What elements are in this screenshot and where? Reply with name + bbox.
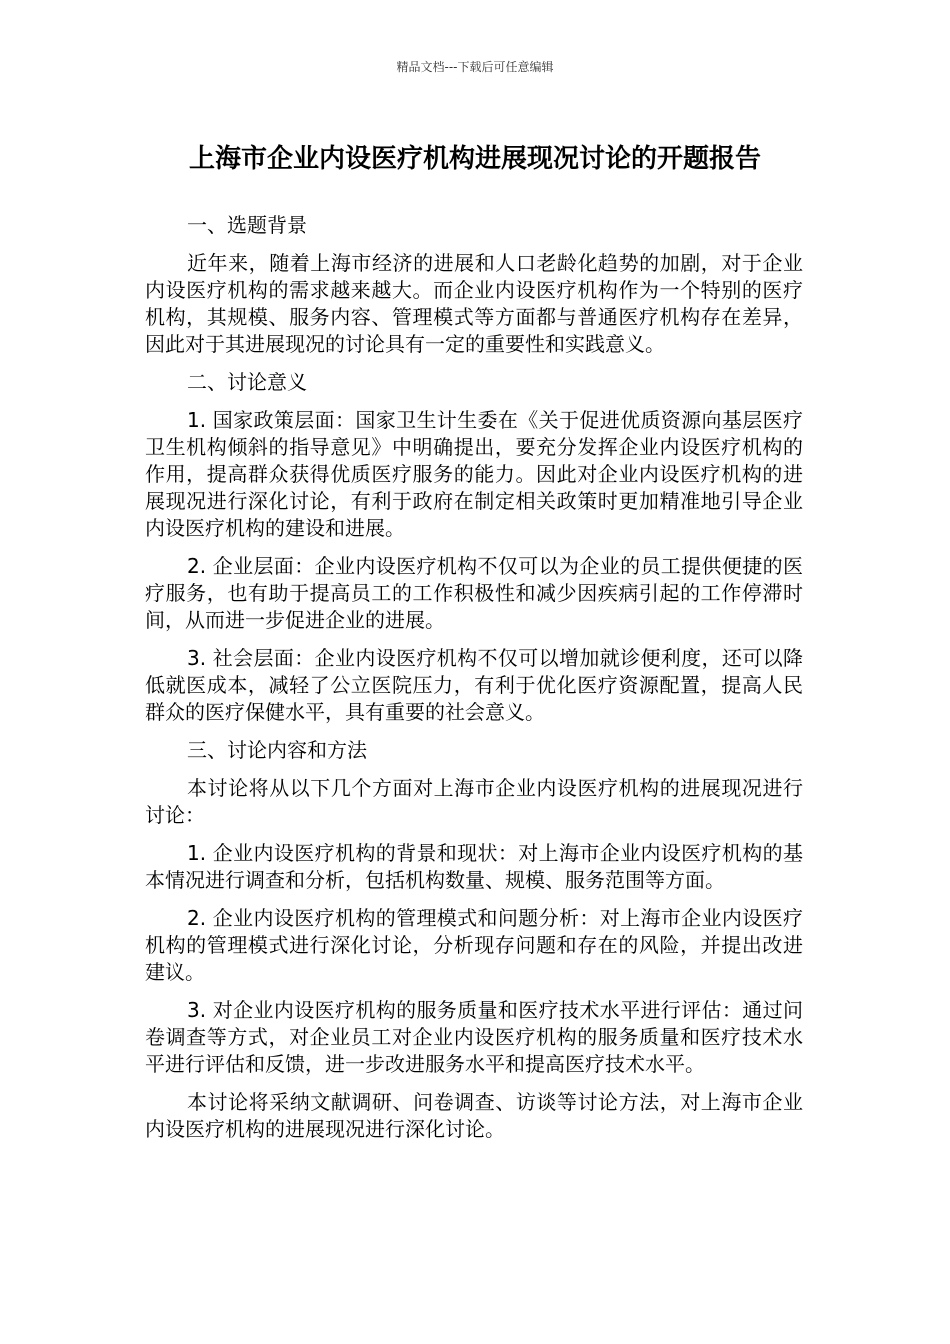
paragraph-social-level: 3. 社会层面：企业内设医疗机构不仅可以增加就诊便利度，还可以降低就医成本，减轻了公立医院压力，有利于优化医疗资源配置，提高人民群众的医疗保健水平，具有重要的社会意义。 (145, 646, 803, 724)
document-body (145, 212, 803, 1154)
header-note: 精品文档---下载后可任意编辑 (396, 60, 554, 74)
paragraph-enterprise-level: 2. 企业层面：企业内设医疗机构不仅可以为企业的员工提供便捷的医疗服务，也有助于提高员工的工作积极性和减少因疾病引起的工作停滞时间，从而进一步促进企业的进展。 (145, 554, 803, 632)
paragraph-methods: 本讨论将采纳文献调研、问卷调查、访谈等讨论方法，对上海市企业内设医疗机构的进展现况进行深化讨论。 (145, 1090, 803, 1141)
paragraph-background: 近年来，随着上海市经济的进展和人口老龄化趋势的加剧，对于企业内设医疗机构的需求越来越大。而企业内设医疗机构作为一个特别的医疗机构，其规模、服务内容、管理模式等方面都与普通医疗机构存在差异，因此对于其进展现况的讨论具有一定的重要性和实践意义。 (145, 251, 803, 356)
paragraph-content-item-3: 3. 对企业内设医疗机构的服务质量和医疗技术水平进行评估：通过问卷调查等方式，对企业员工对企业内设医疗机构的服务质量和医疗技术水平进行评估和反馈，进一步改进服务水平和提高医疗技术水平。 (145, 998, 803, 1076)
section-heading-content-methods: 三、讨论内容和方法 (187, 738, 367, 762)
paragraph-content-item-1: 1. 企业内设医疗机构的背景和现状：对上海市企业内设医疗机构的基本情况进行调查和分析，包括机构数量、规模、服务范围等方面。 (145, 841, 803, 892)
paragraph-content-item-2: 2. 企业内设医疗机构的管理模式和问题分析：对上海市企业内设医疗机构的管理模式进行深化讨论，分析现存问题和存在的风险，并提出改进建议。 (145, 906, 803, 984)
document-title: 上海市企业内设医疗机构进展现况讨论的开题报告 (188, 144, 761, 174)
section-heading-significance: 二、讨论意义 (187, 370, 307, 394)
paragraph-content-intro: 本讨论将从以下几个方面对上海市企业内设医疗机构的进展现况进行讨论： (145, 776, 803, 827)
paragraph-policy-level: 1. 国家政策层面：国家卫生计生委在《关于促进优质资源向基层医疗卫生机构倾斜的指导意见》中明确提出，要充分发挥企业内设医疗机构的作用，提高群众获得优质医疗服务的能力。因此对企业内设医疗机构的进展现况进行深化讨论，有利于政府在制定相关政策时更加精准地引导企业内设医疗机构的建设和进展。 (145, 408, 803, 540)
section-heading-background: 一、选题背景 (187, 213, 307, 237)
